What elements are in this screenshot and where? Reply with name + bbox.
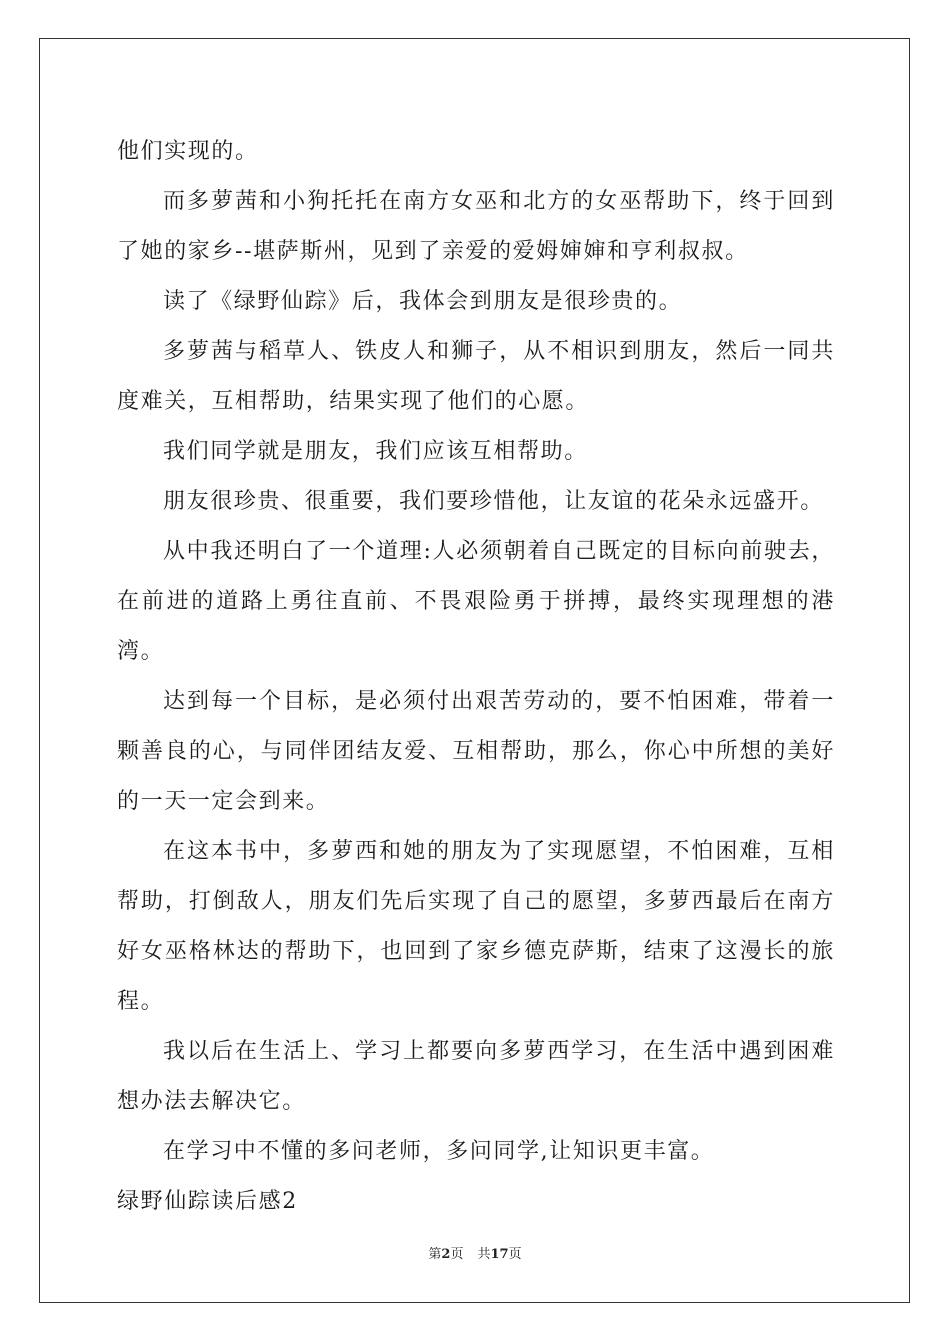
total-prefix: 共 [477,1247,491,1262]
paragraph: 多萝茜与稻草人、铁皮人和狮子，从不相识到朋友，然后一同共度难关，互相帮助，结果实现了他们的心愿。 [117,339,835,414]
paragraph: 在学习中不懂的多问老师，多问同学,让知识更丰富。 [163,1139,715,1164]
page-prefix: 第 [428,1247,442,1262]
paragraph: 从中我还明白了一个道理:人必须朝着自己既定的目标向前驶去，在前进的道路上勇往直前、不畏艰险勇于拼搏，最终实现理想的港湾。 [117,539,835,664]
paragraph: 我们同学就是朋友，我们应该互相帮助。 [163,439,588,464]
page-footer [0,1245,950,1265]
page-suffix: 页 [450,1247,464,1262]
paragraph: 他们实现的。 [117,139,259,164]
paragraph: 而多萝茜和小狗托托在南方女巫和北方的女巫帮助下，终于回到了她的家乡--堪萨斯州，见到了亲爱的爱姆婶婶和亨利叔叔。 [117,189,835,264]
paragraph: 达到每一个目标，是必须付出艰苦劳动的，要不怕困难，带着一颗善良的心，与同伴团结友爱、互相帮助，那么，你心中所想的美好的一天一定会到来。 [117,689,835,814]
document-body [117,127,835,1227]
total-suffix: 页 [508,1247,522,1262]
paragraph: 我以后在生活上、学习上都要向多萝西学习，在生活中遇到困难想办法去解决它。 [117,1039,835,1114]
paragraph: 读了《绿野仙踪》后，我体会到朋友是很珍贵的。 [163,289,683,314]
paragraph: 在这本书中，多萝西和她的朋友为了实现愿望，不怕困难，互相帮助，打倒敌人，朋友们先后实现了自己的愿望，多萝西最后在南方好女巫格林达的帮助下，也回到了家乡德克萨斯，结束了这漫长的旅程。 [117,839,835,1014]
page-number: 2 [441,1247,451,1262]
paragraph: 朋友很珍贵、很重要，我们要珍惜他，让友谊的花朵永远盛开。 [163,489,824,514]
total-pages: 17 [490,1247,509,1262]
section-title: 绿野仙踪读后感2 [117,1189,298,1214]
